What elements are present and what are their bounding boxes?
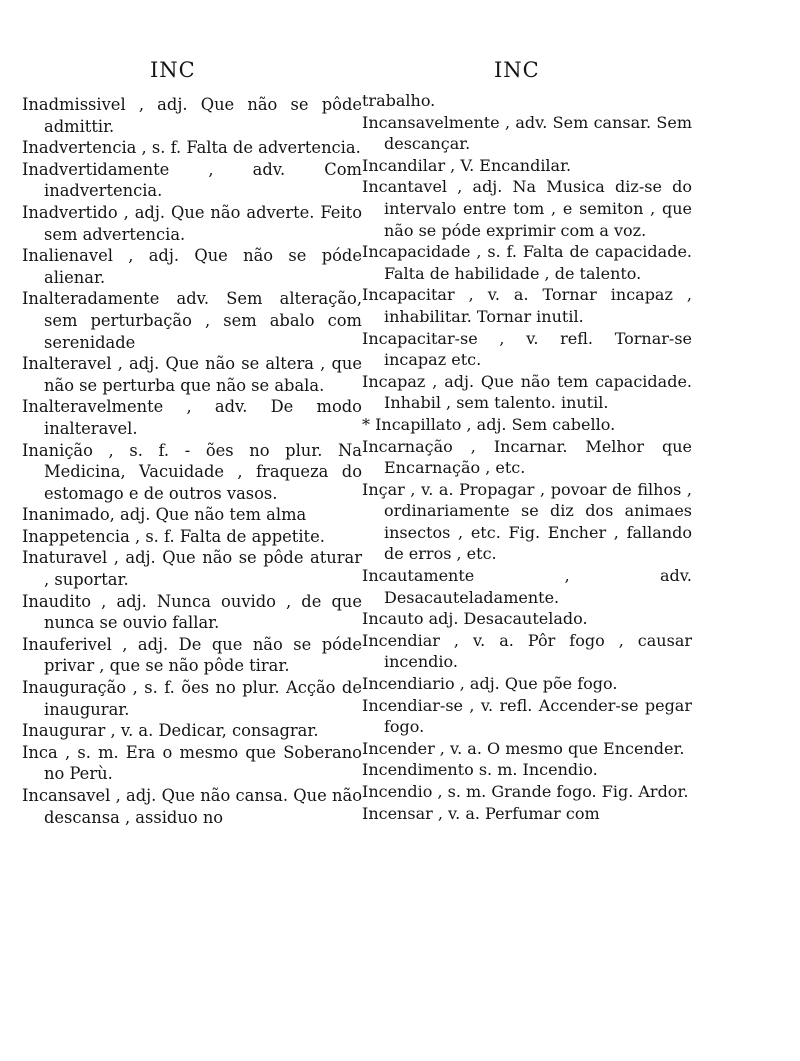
dictionary-entry: Inadvertidamente , adv. Com inadvertencia. [22,159,362,201]
dictionary-entry: Inanimado, adj. Que não tem alma [22,505,307,525]
dictionary-entry: Inaturavel , adj. Que não se pôde aturar , suportar. [22,548,362,590]
dictionary-entry: Incender , v. a. O mesmo que Encender. [362,738,685,758]
dictionary-entry: Inadmissivel , adj. Que não se pôde admittir. [22,95,362,136]
dictionary-entry: Incendio , s. m. Grande fogo. Fig. Ardor. [362,782,689,801]
dictionary-entry: Incantavel , adj. Na Musica diz-se do intervalo entre tom , e semiton , que não se póde exprimir com a voz. [362,177,692,240]
dictionary-entry: Inalteradamente adv. Sem alteração, sem perturbação , sem abalo com serenidade [22,289,362,352]
dictionary-entry: Incansavelmente , adv. Sem cansar. Sem descançar. [362,112,692,154]
dictionary-entry: Incapacidade , s. f. Falta de capacidade. Falta de habilidade , de talento. [362,242,692,283]
dictionary-entry: Inappetencia , s. f. Falta de appetite. [22,526,325,546]
dictionary-entry: Incendiario , adj. Que põe fogo. [362,674,618,694]
right-entry-list [362,90,692,824]
dictionary-entry: Incendimento s. m. Incendio. [362,760,598,780]
left-running-header: INC [150,58,196,82]
dictionary-entry: Inanição , s. f. - ões no plur. Na Medicina, Vacuidade , fraqueza do estomago e de outros vasos. [22,440,362,503]
dictionary-entry: Incautamente , adv. Desacauteladamente. [362,566,692,607]
dictionary-entry: Inca , s. m. Era o mesmo que Soberano no Perù. [22,742,362,784]
right-running-header: INC [494,58,540,82]
dictionary-entry: Incensar , v. a. Perfumar com [362,803,600,823]
dictionary-entry: trabalho. [362,91,436,110]
dictionary-entry: Incansavel , adj. Que não cansa. Que não descansa , assiduo no [22,786,362,827]
dictionary-entry: Incendiar , v. a. Pôr fogo , causar incendio. [362,630,692,672]
dictionary-entry: Incarnação , Incarnar. Melhor que Encarnação , etc. [362,436,692,478]
dictionary-entry: Incapacitar-se , v. refl. Tornar-se incapaz etc. [362,328,692,370]
dictionary-entry: * Incapillato , adj. Sem cabello. [362,414,616,434]
dictionary-entry: Incauto adj. Desacautelado. [362,609,588,629]
dictionary-entry: Inadvertido , adj. Que não adverte. Feito sem advertencia. [22,202,362,244]
dictionary-entry: Inaudito , adj. Nunca ouvido , de que nunca se ouvio fallar. [22,591,362,633]
dictionary-entry: Inalteravel , adj. Que não se altera , que não se perturba que não se abala. [22,354,362,395]
dictionary-entry: Incandilar , V. Encandilar. [362,155,572,175]
dictionary-entry: Inalienavel , adj. Que não se póde alienar. [22,246,362,287]
left-entry-list [22,94,362,828]
dictionary-entry: Inauguração , s. f. ões no plur. Acção de inaugurar. [22,678,362,719]
dictionary-entry: Inalteravelmente , adv. De modo inalteravel. [22,397,362,438]
dictionary-entry: Inaugurar , v. a. Dedicar, consagrar. [22,721,319,741]
dictionary-entry: Incapaz , adj. Que não tem capacidade. Inhabil , sem talento. inutil. [362,371,692,413]
dictionary-entry: Inadvertencia , s. f. Falta de advertencia. [22,138,361,158]
dictionary-entry: Inauferivel , adj. De que não se póde privar , que se não pôde tirar. [22,634,362,676]
dictionary-entry: Incapacitar , v. a. Tornar incapaz , inhabilitar. Tornar inutil. [362,285,692,326]
dictionary-entry: Inçar , v. a. Propagar , povoar de filhos , ordinariamente se diz dos animaes insectos , etc. Fig. Encher , fallando de erros , etc. [362,479,692,564]
dictionary-entry: Incendiar-se , v. refl. Accender-se pegar fogo. [362,695,692,737]
